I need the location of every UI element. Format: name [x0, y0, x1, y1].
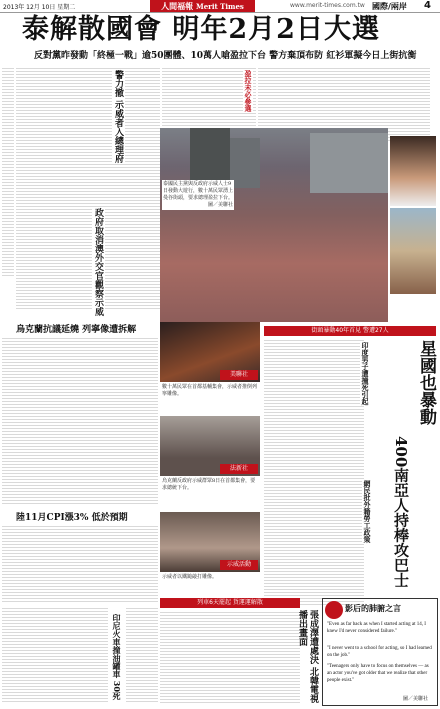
- thai-strike-title: 盈拉未必參選: [244, 70, 253, 112]
- building-silhouette: [310, 133, 388, 193]
- korea-headline: 張成澤遭處決 北韓電視播出畫面: [297, 610, 318, 704]
- logo-chinese: 人間福報: [161, 1, 194, 11]
- ukraine-headline: 烏克蘭抗議延燒 列寧像遭拆解: [16, 325, 137, 335]
- left-edge-column: [2, 66, 14, 276]
- quote-credit: 圖／美聯社: [403, 696, 429, 702]
- issue-date: 2013年 12月 10日 星期二: [3, 4, 76, 11]
- caption-text: 泰國民主黨與反政府示威人士9日發動大遊行，數十萬民眾湧上曼谷街頭，要求總理盈拉下台。: [163, 181, 234, 201]
- quote-1: "Even as far back as when I started acting at 14, I knew I'd never considered failure.": [327, 622, 426, 634]
- paper-logo: [150, 0, 255, 12]
- page-number: 4: [424, 0, 431, 11]
- building-silhouette: [230, 138, 260, 188]
- yingluck-portrait: [390, 136, 436, 206]
- singapore-red-band: 街頭暴動40年首見 警遭27人: [264, 326, 436, 336]
- section-label: 國際/兩岸: [372, 2, 407, 11]
- photo-tag: 示威活動: [220, 560, 258, 570]
- singapore-title-a: 星國也暴動: [416, 340, 436, 425]
- protest-photo-caption: [162, 180, 234, 210]
- quote-box: [322, 598, 438, 706]
- photo-tag: 美聯社: [220, 370, 258, 380]
- ukraine-caption-1: 數十萬民眾在首都基輔集會，示威者推倒列寧雕像。: [162, 384, 258, 397]
- thai-gov-title: 政府取消澳外交官觀察示威: [93, 208, 103, 316]
- ad-band: 列車6天罷起 貨運運解散: [160, 598, 300, 608]
- thai-story-column: [16, 66, 160, 310]
- thai-side-title: 警力撤 示威者入總理府: [113, 70, 123, 164]
- korea-story-column: [160, 610, 300, 704]
- site-url: www.merit-times.com.tw: [290, 2, 365, 9]
- quote-box-title: 影后的肺腑之言: [345, 603, 401, 613]
- main-subhead: 反對黨昨發動「終極一戰」逾50團體、10萬人嗆盈拉下台 警方棄頂布防 紅衫軍擬今日上街抗衡: [34, 51, 417, 61]
- cpi-story-column: [2, 524, 158, 602]
- lens-icon: [325, 601, 343, 619]
- quote-3: "Teenagers only have to focus on themselves — as an actor you've got older that we realize that other people exist.": [327, 664, 429, 683]
- singapore-side-title: 印度男子遭撞死引起: [361, 342, 370, 405]
- quote-2: "I never went to a school for acting, so I had learned on the job.": [327, 646, 432, 658]
- lenin-statue-photo: [160, 416, 260, 476]
- singapore-side-title-2: 網民批外籍勞工政策: [363, 480, 372, 543]
- protest-crowd-photo: [160, 128, 388, 322]
- kyiv-night-photo: [160, 322, 260, 382]
- photo-tag: 法新社: [220, 464, 258, 474]
- protester-photo: [390, 208, 436, 294]
- ukraine-story-column: [2, 336, 158, 506]
- india-story-column-2: [126, 606, 158, 704]
- cpi-headline: 陸11月CPI漲3% 低於預期: [16, 513, 128, 523]
- caption-credit: 圖／美聯社: [207, 202, 233, 208]
- statue-hammer-photo: [160, 512, 260, 572]
- india-headline: 印尼火車撞油罐車 30死: [112, 614, 122, 700]
- ukraine-caption-3: 示威者以鐵鎚敲打雕像。: [162, 574, 218, 580]
- singapore-title-b: 400南亞人持棒攻巴士: [392, 436, 410, 588]
- india-story-column: [2, 606, 108, 704]
- ukraine-caption-2: 烏克蘭反政府示威群眾8日在首都集會，要求總統下台。: [162, 478, 256, 491]
- singapore-story-column: [264, 338, 364, 606]
- main-headline: 泰解散國會 明年2月2日大選: [22, 14, 380, 45]
- logo-english: Merit Times: [195, 2, 244, 11]
